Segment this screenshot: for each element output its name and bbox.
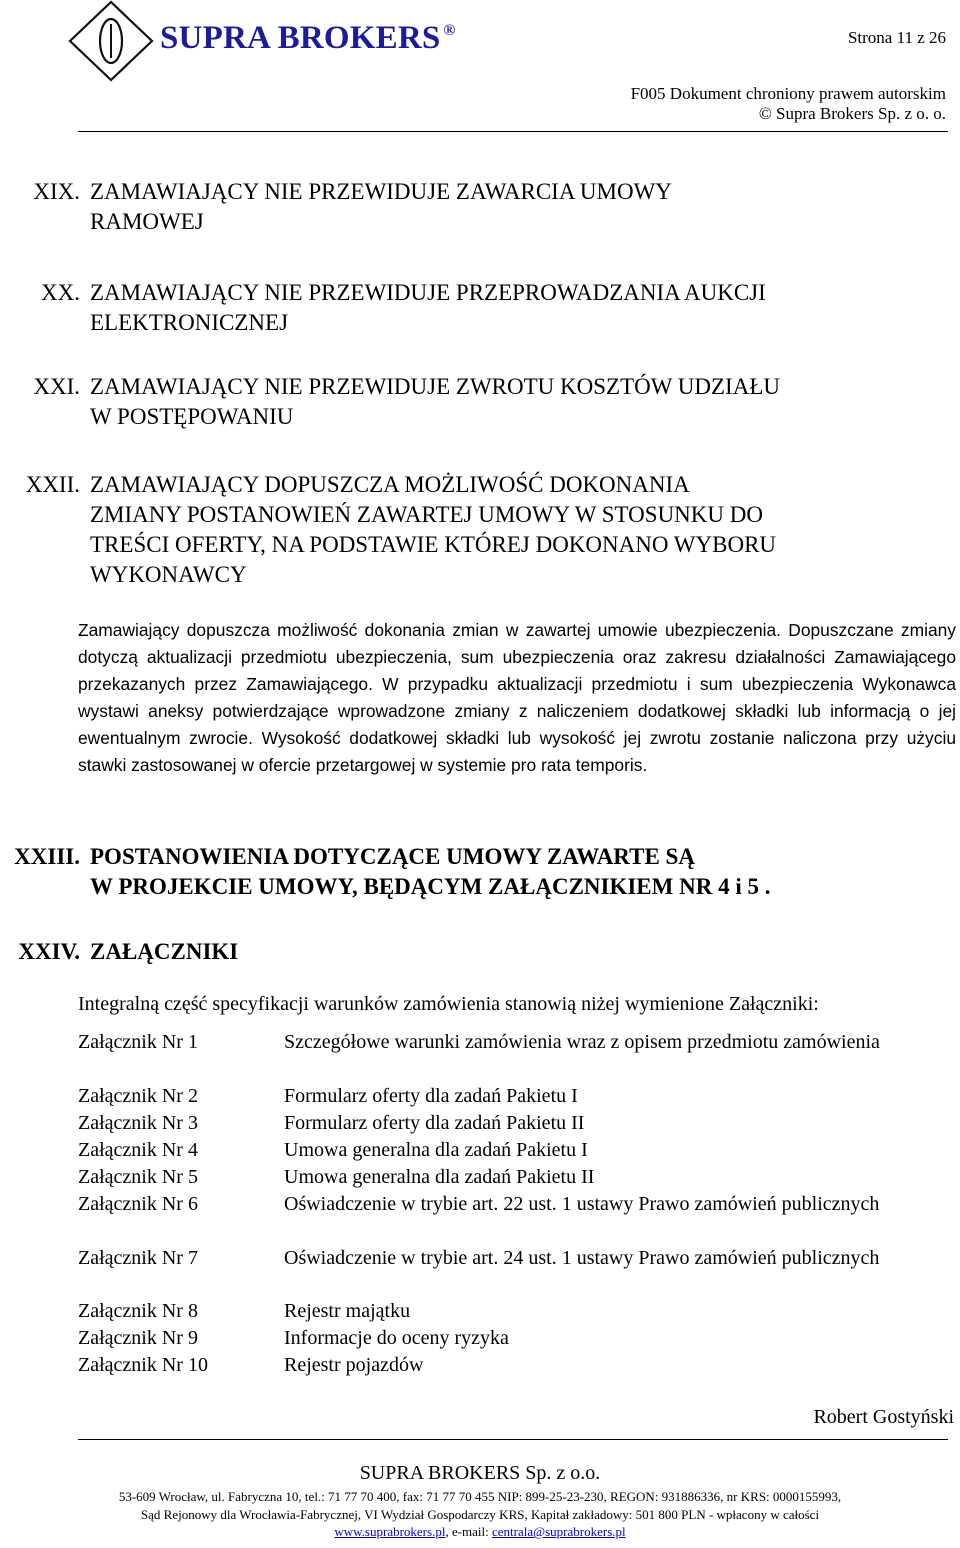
- section-title-line: W PROJEKCIE UMOWY, BĘDĄCYM ZAŁĄCZNIKIEM NR 4 i 5 .: [90, 874, 771, 899]
- registered-mark: ®: [443, 22, 456, 39]
- section-title: [90, 470, 948, 590]
- section-title: [90, 372, 948, 432]
- doc-code: F005 Dokument chroniony prawem autorskim: [630, 84, 946, 103]
- section-number: XXIII.: [14, 844, 80, 869]
- signature-name: Robert Gostyński: [813, 1406, 954, 1428]
- section-title: [90, 937, 948, 967]
- attachment-text: Informacje do oceny ryzyka: [284, 1327, 509, 1349]
- attachment-label: Załącznik Nr 2: [78, 1085, 198, 1107]
- section-title-line: ZAMAWIAJĄCY NIE PRZEWIDUJE ZWROTU KOSZTÓW UDZIAŁU: [90, 374, 780, 399]
- attachment-text: Oświadczenie w trybie art. 22 ust. 1 ustawy Prawo zamówień publicznych: [284, 1193, 880, 1215]
- attachment-label: Załącznik Nr 6: [78, 1193, 198, 1215]
- attachment-text: Umowa generalna dla zadań Pakietu II: [284, 1166, 595, 1188]
- attachment-label: Załącznik Nr 9: [78, 1327, 198, 1349]
- attachment-text: Szczegółowe warunki zamówienia wraz z opisem przedmiotu zamówienia: [284, 1031, 880, 1053]
- section-title-line: ZMIANY POSTANOWIEŃ ZAWARTEJ UMOWY W STOSUNKU DO: [90, 502, 763, 527]
- section-number: XXII.: [25, 472, 80, 497]
- section-title-line: RAMOWEJ: [90, 209, 204, 234]
- attachment-text: Rejestr majątku: [284, 1300, 411, 1322]
- section-title-line: ZAMAWIAJĄCY DOPUSZCZA MOŻLIWOŚĆ DOKONANIA: [90, 472, 690, 497]
- footer-address: 53-609 Wrocław, ul. Fabryczna 10, tel.: 71 77 70 400, fax: 71 77 70 455 NIP: 899-25-23-230, REGON: 931886336, nr KRS: 0000155993,: [118, 1489, 842, 1504]
- section-title-line: POSTANOWIENIA DOTYCZĄCE UMOWY ZAWARTE SĄ: [90, 844, 695, 869]
- section-number: XXI.: [33, 374, 80, 399]
- section-title: [90, 842, 948, 902]
- attachment-label: Załącznik Nr 8: [78, 1300, 198, 1322]
- attachment-text: Formularz oferty dla zadań Pakietu II: [284, 1112, 585, 1134]
- section-number: XX.: [41, 280, 80, 305]
- attachment-label: Załącznik Nr 1: [78, 1031, 198, 1053]
- section-title-line: TREŚCI OFERTY, NA PODSTAWIE KTÓREJ DOKONANO WYBORU: [90, 532, 777, 557]
- attachment-text: Formularz oferty dla zadań Pakietu I: [284, 1085, 578, 1107]
- section-title: [90, 278, 948, 338]
- brand-name: SUPRA BROKERS ®: [160, 20, 456, 56]
- attachment-label: Załącznik Nr 5: [78, 1166, 198, 1188]
- attachments-intro: Integralną część specyfikacji warunków zamówienia stanowią niżej wymienione Załączniki:: [78, 993, 819, 1015]
- section-title-line: WYKONAWCY: [90, 562, 247, 587]
- section-title-line: ZAŁĄCZNIKI: [90, 939, 239, 964]
- page-number: Strona 11 z 26: [847, 28, 946, 47]
- footer-court: Sąd Rejonowy dla Wrocławia-Fabrycznej, VI Wydział Gospodarczy KRS, Kapitał zakładowy: 501 800 PLN - wpłacony w całości: [140, 1507, 820, 1522]
- email-prefix: , e-mail:: [445, 1524, 493, 1539]
- section-title-line: W POSTĘPOWANIU: [90, 404, 294, 429]
- footer-contacts: [0, 1524, 960, 1540]
- section-number: XXIV.: [18, 939, 80, 964]
- attachment-text: Rejestr pojazdów: [284, 1354, 424, 1376]
- email-link[interactable]: centrala@suprabrokers.pl: [492, 1524, 626, 1539]
- attachment-label: Załącznik Nr 4: [78, 1139, 198, 1161]
- footer-divider: [78, 1439, 948, 1440]
- attachment-label: Załącznik Nr 3: [78, 1112, 198, 1134]
- header-divider: [78, 131, 948, 132]
- attachment-text: Oświadczenie w trybie art. 24 ust. 1 ustawy Prawo zamówień publicznych: [284, 1247, 880, 1269]
- copyright-text: © Supra Brokers Sp. z o. o.: [758, 104, 946, 123]
- section-title-line: ELEKTRONICZNEJ: [90, 310, 289, 335]
- footer-company: SUPRA BROKERS Sp. z o.o.: [359, 1462, 601, 1484]
- attachment-label: Załącznik Nr 10: [78, 1354, 208, 1376]
- attachment-text: Umowa generalna dla zadań Pakietu I: [284, 1139, 588, 1161]
- section-title: [90, 177, 948, 237]
- attachment-label: Załącznik Nr 7: [78, 1247, 198, 1269]
- section-number: XIX.: [33, 179, 80, 204]
- website-link[interactable]: www.suprabrokers.pl: [334, 1524, 446, 1539]
- company-logo: [66, 0, 156, 82]
- section-title-line: ZAMAWIAJĄCY NIE PRZEWIDUJE PRZEPROWADZANIA AUKCJI: [90, 280, 766, 305]
- header-copyright: [631, 84, 946, 124]
- section-xxii-paragraph: Zamawiający dopuszcza możliwość dokonania zmian w zawartej umowie ubezpieczenia. Dopuszczane zmiany dotyczą aktualizacji przedmiotu ubezpieczenia, sum ubezpieczenia oraz zakresu działalności Zamawiającego przekazanych przez Zamawiającego. W przypadku aktualizacji przedmiotu i sum ubezpieczenia Wykonawca wystawi aneksy potwierdzające wprowadzone zmiany z naliczeniem dodatkowej składki lub informacją o jej ewentualnym zwrocie. Wysokość dodatkowej składki lub wysokość jej zwrotu zostanie naliczona przy użyciu stawki zastosowanej w ofercie przetargowej w systemie pro rata temporis.: [78, 620, 956, 775]
- section-title-line: ZAMAWIAJĄCY NIE PRZEWIDUJE ZAWARCIA UMOWY: [90, 179, 672, 204]
